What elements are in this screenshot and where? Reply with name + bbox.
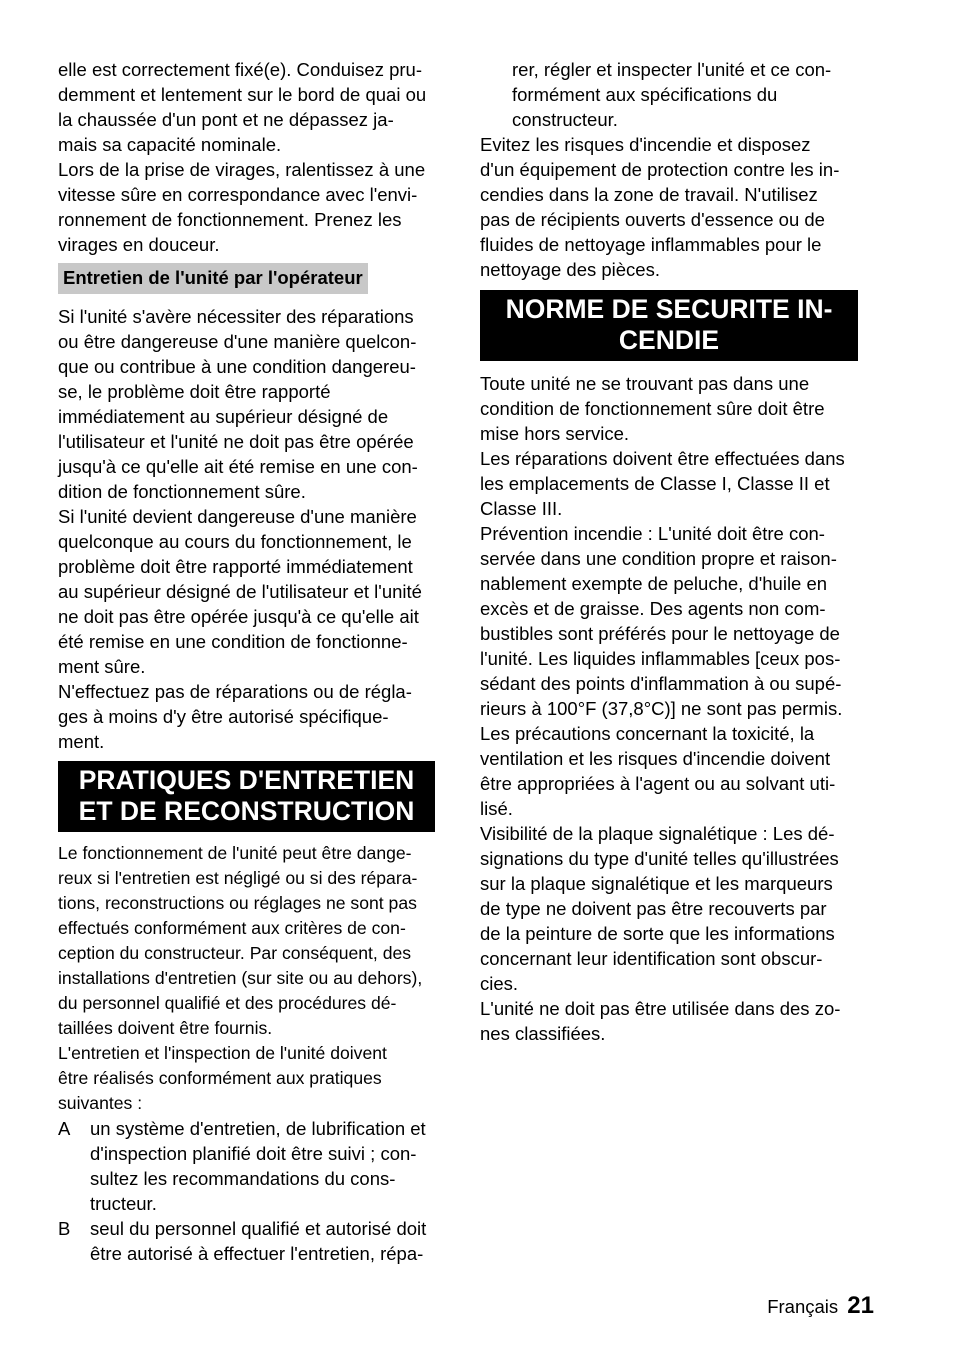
text-line: rieurs à 100°F (37,8°C)] ne sont pas permis. [480,698,843,719]
banner-line: ET DE RECONSTRUCTION [78,796,415,826]
page-number: 21 [847,1292,874,1319]
text-line: servée dans une condition propre et raison- [480,548,837,569]
text-line: les emplacements de Classe I, Classe II et [480,473,830,494]
text-line: nablement exempte de peluche, d'huile en [480,573,828,594]
text-line: elle est correctement fixé(e). Conduisez pru- [58,59,422,80]
practice-list [58,1116,455,1266]
text-line: demment et lentement sur le bord de quai ou [58,84,427,105]
text-line: l'utilisateur et l'unité ne doit pas être opérée [58,431,414,452]
footer-language: Français [767,1296,839,1317]
pratiques-paragraph [58,841,455,1116]
text-line: nettoyage des pièces. [480,259,660,280]
text-line: rer, régler et inspecter l'unité et ce con- [512,59,832,80]
text-line: un système d'entretien, de lubrification et [90,1118,426,1139]
text-line: formément aux spécifications du [512,84,778,105]
text-line: ne doit pas être opérée jusqu'à ce qu'elle ait [58,606,419,627]
text-line: L'entretien et l'inspection de l'unité doivent [58,1043,387,1063]
text-line: que ou contribue à une condition dangereu- [58,356,416,377]
banner-line: PRATIQUES D'ENTRETIEN [78,765,415,795]
text-line: être appropriées à l'agent ou au solvant uti- [480,773,836,794]
text-line: Lors de la prise de virages, ralentissez à une [58,159,426,180]
text-line: virages en douceur. [58,234,220,255]
section-subheading: Entretien de l'unité par l'opérateur [58,263,368,294]
text-line: cendies dans la zone de travail. N'utilisez [480,184,818,205]
text-line: taillées doivent être fournis. [58,1018,273,1038]
text-line: de la peinture de sorte que les informations [480,923,835,944]
intro-paragraph [58,57,455,257]
text-line: Les réparations doivent être effectuées dans [480,448,845,469]
text-line: ges à moins d'y être autorisé spécifique- [58,706,389,727]
text-line: été remise en une condition de fonctionne- [58,631,408,652]
text-line: L'unité ne doit pas être utilisée dans des zo- [480,998,841,1019]
text-line: être réalisés conformément aux pratiques [58,1068,382,1088]
text-line: lisé. [480,798,513,819]
section-banner-norme [480,290,858,361]
text-line: Si l'unité s'avère nécessiter des réparations [58,306,414,327]
text-line: la chaussée d'un pont et ne dépassez ja- [58,109,394,130]
text-line: N'effectuez pas de réparations ou de régla- [58,681,412,702]
text-line: tions, reconstructions ou réglages ne sont pas [58,893,417,913]
text-line: sur la plaque signalétique et les marqueurs [480,873,833,894]
text-line: sédant des points d'inflammation à ou supé- [480,673,842,694]
text-line: excès et de graisse. Des agents non com- [480,598,826,619]
text-line: immédiatement au supérieur désigné de [58,406,389,427]
list-item [58,1216,455,1266]
text-line: pas de récipients ouverts d'essence ou de [480,209,825,230]
text-line: ception du constructeur. Par conséquent, des [58,943,412,963]
text-line: de type ne doivent pas être recouverts par [480,898,827,919]
text-line: jusqu'à ce qu'elle ait été remise en une con- [58,456,418,477]
text-line: quelconque au cours du fonctionnement, le [58,531,412,552]
list-item-text [90,1116,455,1216]
text-line: l'unité. Les liquides inflammables [ceux pos- [480,648,841,669]
banner-line: CENDIE [618,325,720,355]
text-line: mise hors service. [480,423,630,444]
text-line: d'un équipement de protection contre les in- [480,159,840,180]
incendie-paragraph [480,132,877,282]
text-line: Toute unité ne se trouvant pas dans une [480,373,810,394]
text-line: cies. [480,973,519,994]
text-line: mais sa capacité nominale. [58,134,282,155]
text-line: ment sûre. [58,656,146,677]
text-line: seul du personnel qualifié et autorisé doit [90,1218,427,1239]
left-column [58,57,455,1266]
text-line: Visibilité de la plaque signalétique : Les dé- [480,823,835,844]
page-footer [767,1292,874,1321]
entretien-paragraph [58,304,455,754]
text-line: bustibles sont préférés pour le nettoyage de [480,623,840,644]
text-line: se, le problème doit être rapporté [58,381,331,402]
text-line: Classe III. [480,498,563,519]
text-line: vitesse sûre en correspondance avec l'envi- [58,184,418,205]
text-line: ronnement de fonctionnement. Prenez les [58,209,402,230]
text-line: suivantes : [58,1093,143,1113]
text-line: concernant leur identification sont obscur- [480,948,823,969]
text-line: constructeur. [512,109,618,130]
text-line: dition de fonctionnement sûre. [58,481,306,502]
text-line: reux si l'entretien est négligé ou si des répara- [58,868,418,888]
text-line: Evitez les risques d'incendie et disposez [480,134,811,155]
text-line: du personnel qualifié et des procédures dé- [58,993,397,1013]
list-item-letter: B [58,1218,71,1239]
text-line: fluides de nettoyage inflammables pour le [480,234,822,255]
text-line: ou être dangereuse d'une manière quelcon- [58,331,417,352]
text-line: tructeur. [90,1193,157,1214]
text-line: être autorisé à effectuer l'entretien, répa- [90,1243,424,1264]
text-line: Les précautions concernant la toxicité, la [480,723,815,744]
text-line: installations d'entretien (sur site ou au dehors), [58,968,423,988]
list-continuation [512,57,877,132]
norme-paragraph [480,371,877,1046]
banner-line: NORME DE SECURITE IN- [505,294,833,324]
text-line: au supérieur désigné de l'utilisateur et l'unité [58,581,422,602]
text-line: signations du type d'unité telles qu'illustrées [480,848,839,869]
text-line: ment. [58,731,105,752]
text-line: condition de fonctionnement sûre doit être [480,398,825,419]
text-line: Si l'unité devient dangereuse d'une manière [58,506,417,527]
list-item-letter: A [58,1118,71,1139]
text-line: sultez les recommandations du cons- [90,1168,396,1189]
text-line: Prévention incendie : L'unité doit être con- [480,523,825,544]
list-item-text [90,1216,455,1266]
section-banner-pratiques [58,761,435,832]
right-column [480,57,877,1046]
list-item [58,1116,455,1216]
text-line: problème doit être rapporté immédiatement [58,556,413,577]
text-line: effectués conformément aux critères de con- [58,918,406,938]
text-line: nes classifiées. [480,1023,606,1044]
text-line: d'inspection planifié doit être suivi ; con- [90,1143,417,1164]
text-line: ventilation et les risques d'incendie doivent [480,748,831,769]
text-line: Le fonctionnement de l'unité peut être dange- [58,843,412,863]
